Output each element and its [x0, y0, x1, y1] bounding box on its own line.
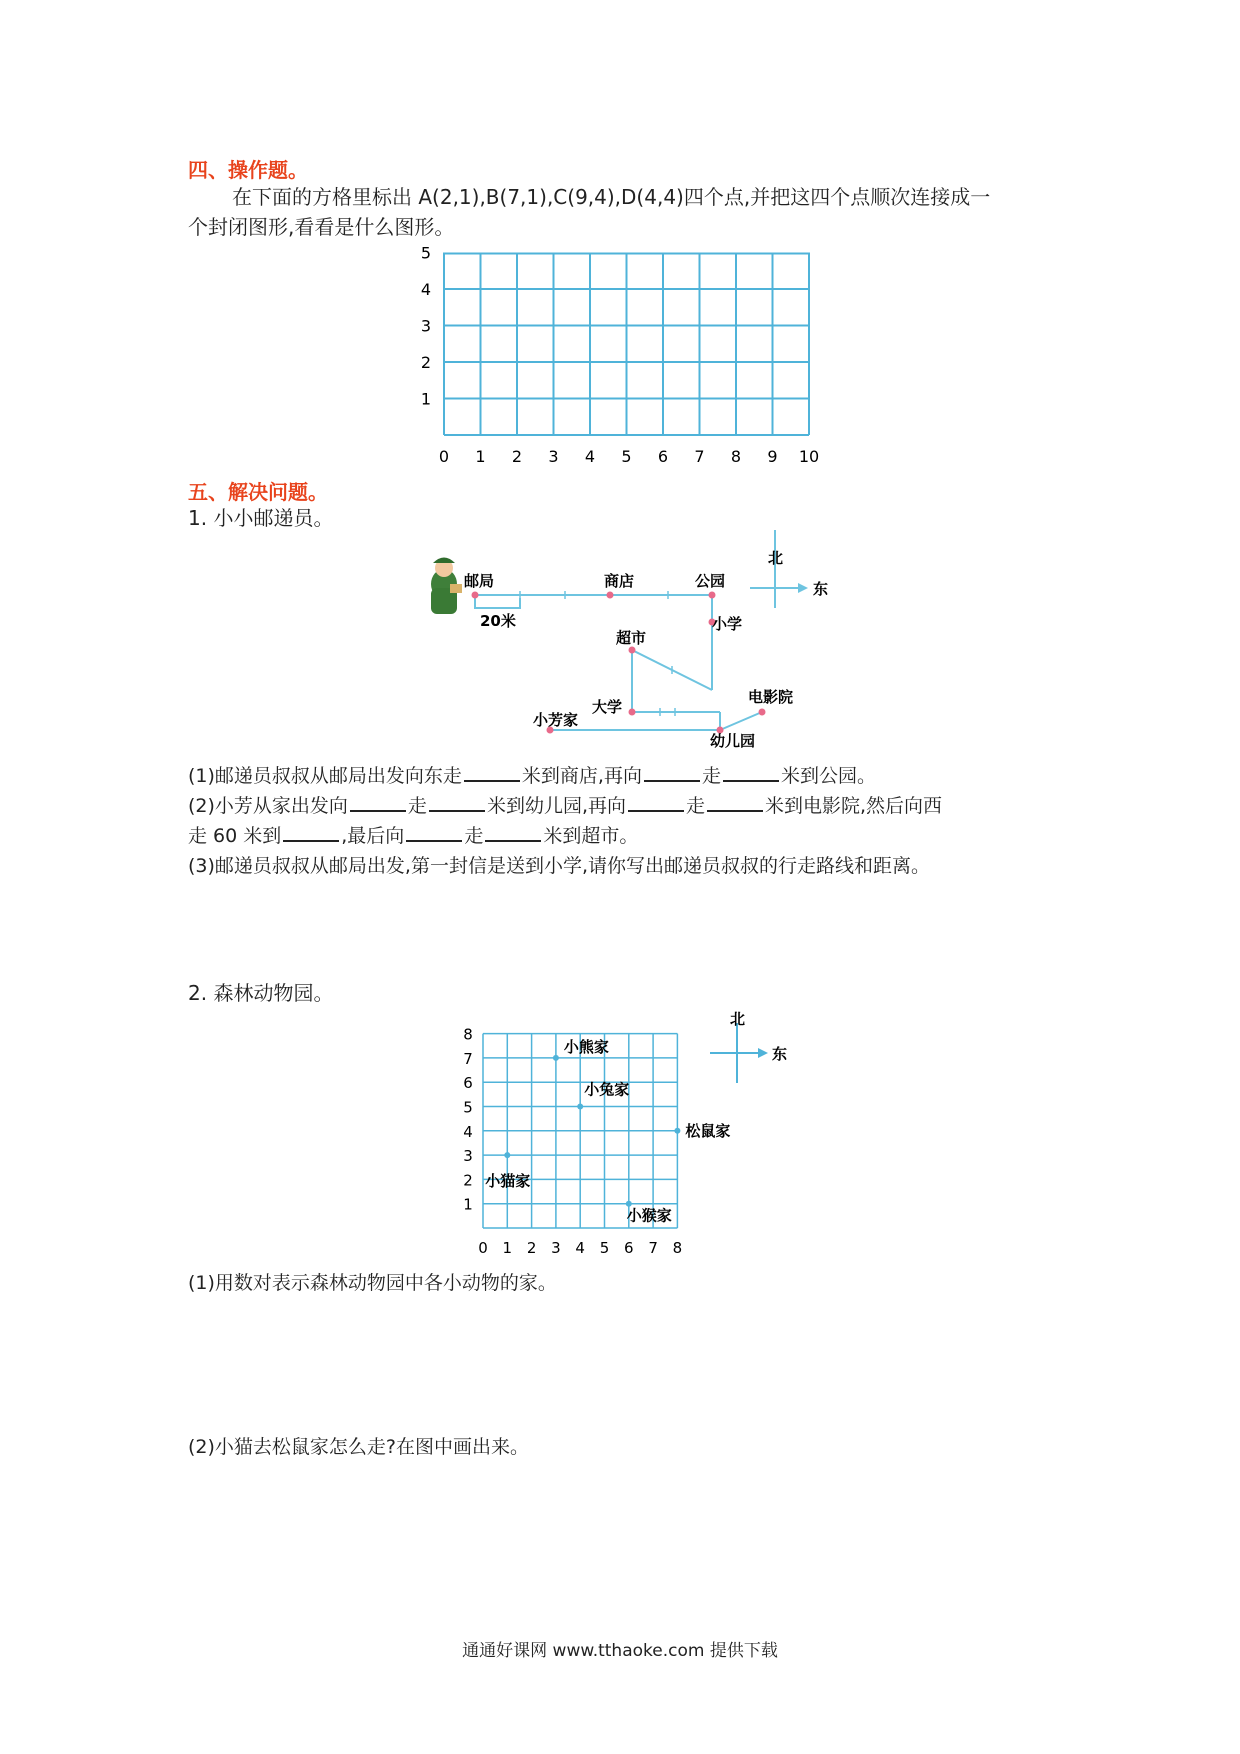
section4-instruction-line2: 个封闭图形,看看是什么图形。 [188, 215, 455, 239]
problem1-question2-line2: 走 60 米到 ,最后向 走 米到超市。 [188, 821, 638, 851]
problem2-title: 2. 森林动物园。 [188, 981, 334, 1005]
zoo-grid-x-labels [478, 1239, 682, 1257]
label-school: 小学 [712, 615, 743, 633]
zoo-grid [460, 1005, 820, 1275]
grid1-x-tick-label: 10 [798, 447, 820, 466]
home-label: 小猴家 [626, 1206, 672, 1225]
zoo-grid-y-tick-label: 7 [463, 1049, 473, 1068]
problem1-title: 1. 小小邮递员。 [188, 506, 334, 530]
grid1-lines [444, 253, 809, 436]
route-segment [720, 712, 762, 730]
zoo-grid-x-tick-label: 0 [478, 1239, 488, 1257]
label-park: 公园 [695, 572, 726, 590]
grid1-x-tick-label: 0 [438, 447, 450, 466]
compass-2-north: 北 [730, 1010, 746, 1028]
zoo-grid-x-tick-label: 3 [551, 1239, 561, 1257]
grid1-x-tick-label: 7 [694, 447, 705, 466]
grid1-x-tick-label: 1 [475, 447, 486, 466]
map-location-point [759, 709, 766, 716]
zoo-grid-x-tick-label: 7 [648, 1239, 658, 1257]
answer-blank[interactable] [464, 762, 520, 782]
zoo-grid-y-tick-label: 1 [463, 1195, 473, 1214]
answer-blank[interactable] [628, 792, 684, 812]
label-university: 大学 [592, 698, 623, 716]
home-label: 小熊家 [563, 1037, 609, 1056]
zoo-grid-x-tick-label: 4 [575, 1239, 585, 1257]
grid1-x-tick-label: 9 [767, 447, 778, 466]
map-location-point [629, 647, 636, 654]
compass-1-north: 北 [768, 549, 784, 567]
zoo-grid-lines [483, 1034, 677, 1228]
map-location-point [629, 709, 636, 716]
problem1-question1: (1)邮递员叔叔从邮局出发向东走 米到商店,再向 走 米到公园。 [188, 761, 876, 791]
grid1-y-tick-label: 3 [420, 316, 432, 336]
label-shop: 商店 [604, 572, 635, 590]
answer-blank[interactable] [429, 792, 485, 812]
label-supermarket: 超市 [616, 629, 647, 647]
zoo-grid-x-tick-label: 6 [624, 1239, 634, 1257]
postman-map [420, 530, 840, 760]
home-point [674, 1128, 680, 1134]
grid1-x-labels [439, 447, 819, 466]
label-xiaofang-home: 小芳家 [533, 711, 579, 729]
grid1-y-labels [421, 244, 431, 409]
zoo-grid-y-tick-label: 4 [463, 1122, 473, 1141]
zoo-grid-y-tick-label: 8 [463, 1025, 473, 1044]
answer-blank[interactable] [350, 792, 406, 812]
zoo-grid-x-tick-label: 1 [502, 1239, 513, 1257]
answer-blank[interactable] [707, 792, 763, 812]
home-label: 小猫家 [485, 1172, 531, 1191]
section4-instruction-line1: 在下面的方格里标出 A(2,1),B(7,1),C(9,4),D(4,4)四个点,并把这四个点顺次连接成一 [232, 185, 991, 209]
grid1-y-tick-label: 5 [420, 243, 432, 263]
grid1-x-tick-label: 5 [621, 447, 632, 466]
grid1-x-tick-label: 3 [548, 447, 559, 466]
label-scale: 20米 [480, 612, 516, 630]
grid1-x-tick-label: 8 [730, 447, 742, 466]
zoo-grid-x-tick-label: 5 [599, 1239, 610, 1257]
grid1-x-tick-label: 4 [584, 447, 596, 466]
coordinate-grid-1 [400, 240, 840, 472]
zoo-grid-y-tick-label: 6 [463, 1074, 473, 1093]
map-location-point [607, 592, 614, 599]
home-point [504, 1152, 510, 1158]
label-post-office: 邮局 [464, 572, 495, 590]
grid1-y-tick-label: 4 [420, 280, 432, 299]
answer-blank[interactable] [406, 822, 462, 842]
zoo-grid-x-tick-label: 8 [672, 1239, 683, 1257]
answer-blank[interactable] [644, 762, 700, 782]
answer-blank[interactable] [723, 762, 779, 782]
compass-1-east: 东 [813, 580, 829, 598]
map-location-point [472, 592, 479, 599]
zoo-grid-x-tick-label: 2 [526, 1239, 537, 1257]
compass-1 [750, 530, 808, 608]
scale-bracket [475, 598, 520, 608]
postman-figure [431, 558, 462, 615]
section4-heading: 四、操作题。 [188, 158, 308, 182]
problem2-question2: (2)小猫去松鼠家怎么走?在图中画出来。 [188, 1436, 529, 1458]
home-label: 松鼠家 [685, 1121, 731, 1140]
map-location-point [709, 592, 716, 599]
section5-heading: 五、解决问题。 [188, 480, 328, 504]
zoo-grid-y-tick-label: 5 [463, 1098, 473, 1117]
compass-2 [710, 1023, 768, 1083]
grid1-x-tick-label: 6 [657, 447, 669, 466]
problem1-question3: (3)邮递员叔叔从邮局出发,第一封信是送到小学,请你写出邮递员叔叔的行走路线和距离。 [188, 855, 930, 877]
label-cinema: 电影院 [748, 688, 794, 706]
grid1-x-tick-label: 2 [511, 447, 523, 466]
home-label: 小兔家 [584, 1080, 630, 1099]
zoo-grid-y-labels [463, 1026, 473, 1214]
home-point [553, 1055, 559, 1061]
problem1-question2-line1: (2)小芳从家出发向 走 米到幼儿园,再向 走 米到电影院,然后向西 [188, 791, 942, 821]
answer-blank[interactable] [485, 822, 541, 842]
footer: 通通好课网 www.tthaoke.com 提供下载 [462, 1641, 778, 1661]
grid1-y-tick-label: 1 [420, 389, 432, 409]
answer-blank[interactable] [283, 822, 339, 842]
label-kindergarten: 幼儿园 [710, 732, 756, 750]
problem2-question1: (1)用数对表示森林动物园中各小动物的家。 [188, 1272, 557, 1294]
grid1-y-tick-label: 2 [420, 353, 432, 372]
zoo-grid-y-tick-label: 2 [463, 1171, 473, 1190]
zoo-grid-y-tick-label: 3 [463, 1147, 473, 1166]
compass-2-east: 东 [772, 1045, 788, 1063]
home-point [577, 1104, 583, 1110]
